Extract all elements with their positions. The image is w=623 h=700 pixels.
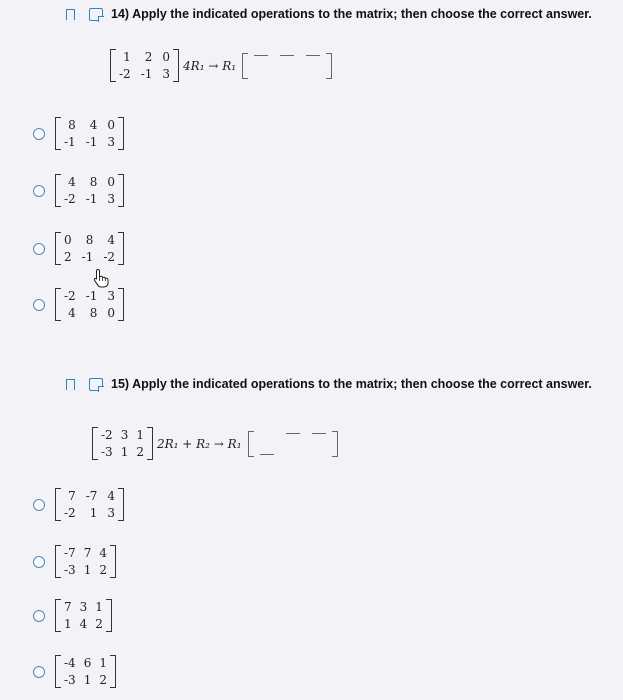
choice-matrix: [55, 545, 116, 578]
question-15-answer-blank: [248, 431, 338, 457]
matrix-cell: 1: [83, 563, 92, 577]
matrix-cell: 6: [83, 656, 92, 670]
hand-cursor-icon: [92, 268, 110, 288]
radio-button[interactable]: [33, 666, 45, 678]
question-14-operation: 4R₁ → R₁: [183, 58, 237, 73]
question-14-problem: [110, 49, 332, 82]
matrix-cell: 7: [64, 600, 72, 614]
question-14-choice-b[interactable]: [33, 174, 124, 207]
choice-matrix: [55, 117, 124, 150]
matrix-cell: 0: [107, 175, 116, 189]
matrix-cell: -2: [103, 250, 116, 264]
matrix-cell: 0: [64, 233, 72, 247]
matrix-cell: 8: [85, 233, 94, 247]
question-15-text: 15) Apply the indicated operations to the matrix; then choose the correct answer.: [111, 377, 592, 391]
radio-button[interactable]: [33, 243, 45, 255]
matrix-cell: -2: [64, 289, 76, 303]
matrix-cell: 4: [99, 546, 107, 560]
matrix-cell: 2: [144, 50, 153, 64]
question-15-choice-c[interactable]: [33, 599, 112, 632]
question-15-choice-a[interactable]: [33, 488, 124, 521]
question-14-answer-blank: [242, 53, 332, 79]
question-15-choice-d[interactable]: [33, 655, 116, 688]
matrix-cell: 4: [79, 617, 88, 631]
matrix-cell: -3: [64, 563, 76, 577]
matrix-cell: 0: [107, 306, 116, 320]
matrix-cell: 4: [68, 306, 76, 320]
matrix-cell: -2: [64, 192, 76, 206]
matrix-cell: -2: [64, 506, 76, 520]
question-14-choice-a[interactable]: [33, 117, 124, 150]
matrix-cell: 2: [99, 673, 107, 687]
matrix-cell: 4: [107, 233, 116, 247]
matrix-cell: 2: [136, 445, 144, 459]
question-14-text: 14) Apply the indicated operations to the matrix; then choose the correct answer.: [111, 7, 592, 21]
matrix-cell: 8: [89, 175, 98, 189]
question-15-header: [66, 377, 592, 391]
matrix-cell: 3: [107, 506, 116, 520]
bookmark-icon[interactable]: [66, 379, 75, 390]
question-15-operation: 2R₁ + R₂ → R₁: [156, 436, 242, 451]
matrix-cell: 1: [99, 656, 107, 670]
question-14-header: [66, 7, 592, 21]
matrix-cell: -1: [85, 135, 98, 149]
matrix-cell: 3: [107, 289, 116, 303]
matrix-cell: 4: [68, 175, 76, 189]
matrix-cell: 0: [107, 118, 116, 132]
matrix-cell: 3: [120, 428, 129, 442]
choice-matrix: [55, 655, 116, 688]
question-14-choice-d[interactable]: [33, 288, 124, 321]
radio-button[interactable]: [33, 185, 45, 197]
matrix-cell: 3: [107, 192, 116, 206]
question-15-problem: [92, 427, 338, 460]
choice-matrix: [55, 288, 124, 321]
matrix-cell: -4: [64, 656, 76, 670]
matrix-cell: -7: [85, 489, 98, 503]
matrix-cell: 1: [83, 673, 92, 687]
bookmark-icon[interactable]: [66, 9, 75, 20]
matrix-cell: -1: [81, 250, 94, 264]
flag-icon[interactable]: [89, 8, 103, 21]
matrix-cell: -1: [85, 192, 98, 206]
matrix-cell: 8: [89, 306, 98, 320]
matrix-cell: 1: [64, 617, 72, 631]
matrix-cell: -1: [85, 289, 98, 303]
radio-button[interactable]: [33, 610, 45, 622]
matrix-cell: 7: [83, 546, 92, 560]
matrix-cell: 2: [99, 563, 107, 577]
matrix-cell: -2: [101, 428, 113, 442]
matrix-cell: 7: [68, 489, 76, 503]
radio-button[interactable]: [33, 499, 45, 511]
matrix-cell: 1: [123, 50, 131, 64]
matrix-cell: -3: [64, 673, 76, 687]
matrix-cell: -2: [119, 67, 131, 81]
choice-matrix: [55, 232, 124, 265]
flag-icon[interactable]: [89, 378, 103, 391]
matrix-cell: -1: [140, 67, 153, 81]
matrix-cell: 0: [162, 50, 171, 64]
matrix-cell: 1: [95, 600, 103, 614]
choice-matrix: [55, 174, 124, 207]
choice-matrix: [55, 488, 124, 521]
radio-button[interactable]: [33, 556, 45, 568]
radio-button[interactable]: [33, 299, 45, 311]
question-14-matrix: [110, 49, 179, 82]
matrix-cell: 1: [120, 445, 129, 459]
matrix-cell: 1: [89, 506, 98, 520]
matrix-cell: 4: [107, 489, 116, 503]
matrix-cell: -7: [64, 546, 76, 560]
matrix-cell: 3: [79, 600, 88, 614]
question-15-choice-b[interactable]: [33, 545, 116, 578]
matrix-cell: 3: [107, 135, 116, 149]
matrix-cell: 1: [136, 428, 144, 442]
matrix-cell: 4: [89, 118, 98, 132]
radio-button[interactable]: [33, 128, 45, 140]
matrix-cell: 8: [68, 118, 76, 132]
matrix-cell: -1: [64, 135, 76, 149]
choice-matrix: [55, 599, 112, 632]
question-14-choice-c[interactable]: [33, 232, 124, 265]
matrix-cell: 2: [64, 250, 72, 264]
matrix-cell: 3: [162, 67, 171, 81]
question-15-matrix: [92, 427, 153, 460]
matrix-cell: -3: [101, 445, 113, 459]
matrix-cell: 2: [95, 617, 103, 631]
